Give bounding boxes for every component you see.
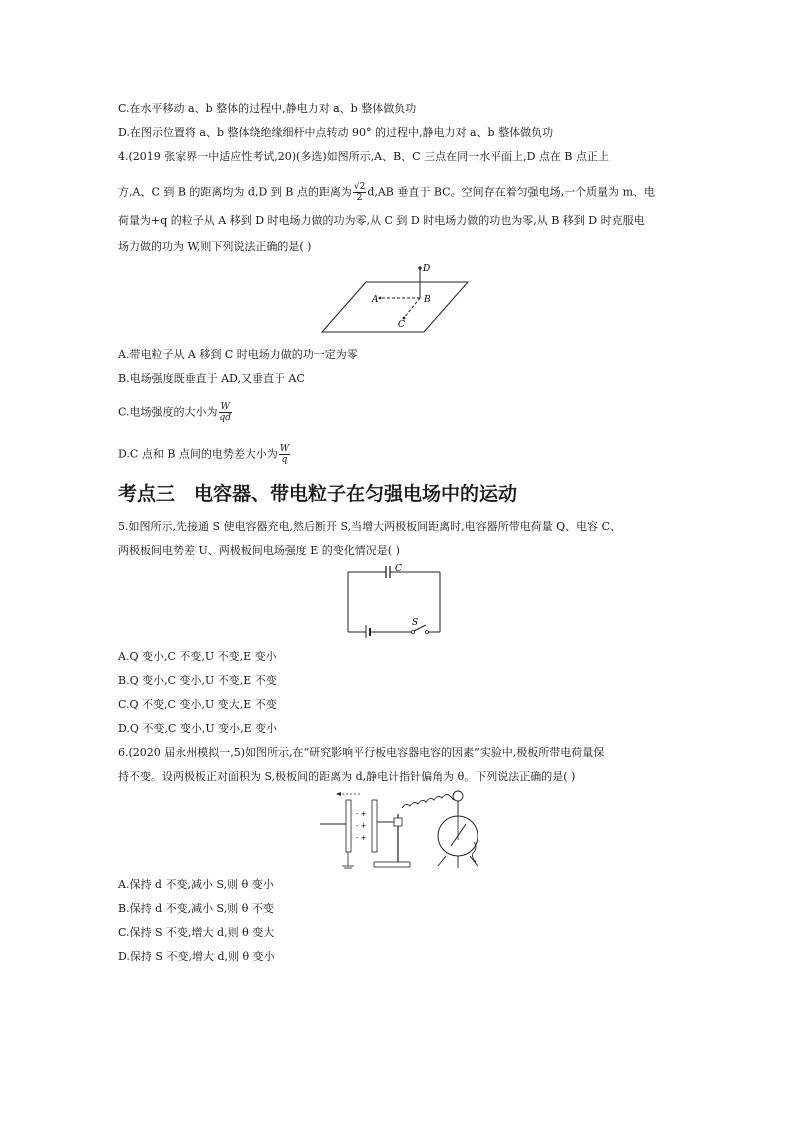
point-a <box>379 297 382 300</box>
horizontal-plane <box>322 282 468 332</box>
q4-stem-line2 <box>118 182 655 203</box>
svg-text:- +: - + <box>356 834 367 842</box>
section-heading: 考点三 电容器、带电粒子在匀强电场中的运动 <box>118 483 518 505</box>
point-c <box>403 317 406 320</box>
q5-option-d: D.Q 不变,C 变小,U 变小,E 变小 <box>118 722 278 735</box>
segment-bc-dashed <box>404 298 420 318</box>
q6-option-b: B.保持 d 不变,减小 S,则 θ 不变 <box>118 902 274 915</box>
electrometer-knob <box>453 791 463 801</box>
label-c: C <box>398 320 405 330</box>
w-over-qd-fraction <box>219 402 233 423</box>
label-capacitor: C <box>395 564 402 574</box>
q4-option-c <box>118 402 233 423</box>
q4-stem-line2-post: d,AB 垂直于 BC。空间存在着匀强电场,一个质量为 m、电 <box>367 185 656 199</box>
q6-option-d: D.保持 S 不变,增大 d,则 θ 变小 <box>118 950 275 963</box>
connecting-wire <box>402 794 454 808</box>
q5-option-c: C.Q 不变,C 变小,U 变大,E 不变 <box>118 698 277 711</box>
left-plate <box>346 800 351 852</box>
label-switch: S <box>412 618 419 628</box>
q4-stem-line4: 场力做的功为 W,则下列说法正确的是( ) <box>118 240 312 253</box>
fraction-numerator: W <box>219 402 233 413</box>
q6-stem-line2: 持不变。设两极板正对面积为 S,极板间的距离为 d,静电计指针偏角为 θ。下列说法正确的是( ) <box>118 770 576 783</box>
q4-option-d-text: D.C 点和 B 点间的电势差大小为 <box>118 447 278 461</box>
q5-option-a: A.Q 变小,C 不变,U 不变,E 变小 <box>118 650 277 663</box>
svg-text:- +: - + <box>356 822 367 830</box>
q4-stem-line3: 荷量为+q 的粒子从 A 移到 D 时电场力做的功为零,从 C 到 D 时电场力做的功也为零,从 B 移到 D 时克服电 <box>118 214 645 227</box>
q4-figure-plane <box>318 258 473 336</box>
fraction-denominator: qd <box>219 413 232 423</box>
fraction-numerator: √2 <box>353 182 366 192</box>
fraction-denominator: 2 <box>356 193 363 203</box>
q5-stem-line1: 5.如图所示,先接通 S 使电容器充电,然后断开 S,当增大两极板间距离时,电容器所带电荷量 Q、电容 C、 <box>118 520 622 533</box>
fraction-numerator: W <box>279 444 290 454</box>
fraction-denominator: q <box>281 455 288 465</box>
q3-option-d: D.在图示位置将 a、b 整体绕绝缘细杆中点转动 90° 的过程中,静电力对 a、b 整体做负功 <box>118 126 554 139</box>
q6-option-a: A.保持 d 不变,减小 S,则 θ 变小 <box>118 878 274 891</box>
q4-option-c-text: C.电场强度的大小为 <box>118 405 218 419</box>
q5-option-b: B.Q 变小,C 变小,U 不变,E 不变 <box>118 674 277 687</box>
point-d <box>418 266 421 269</box>
label-d: D <box>423 264 431 274</box>
w-over-q-fraction <box>279 444 290 465</box>
q3-option-c: C.在水平移动 a、b 整体的过程中,静电力对 a、b 整体做负功 <box>118 102 417 115</box>
right-plate <box>372 800 377 852</box>
q4-option-b: B.电场强度既垂直于 AD,又垂直于 AC <box>118 372 305 385</box>
svg-text:- +: - + <box>356 810 367 818</box>
q6-figure-electrometer-apparatus <box>318 786 478 872</box>
label-b: B <box>424 295 431 305</box>
q4-stem-line1: 4.(2019 张家界一中适应性考试,20)(多选)如图所示,A、B、C 三点在同一水平面上,D 点在 B 点正上 <box>118 150 609 163</box>
q5-figure-circuit <box>340 562 446 638</box>
q4-stem-line2-pre: 方,A、C 到 B 的距离均为 d,D 到 B 点的距离为 <box>118 185 352 199</box>
stand-base <box>374 862 410 867</box>
sqrt2-over-2-fraction <box>353 182 366 203</box>
q6-stem-line1: 6.(2020 届永州模拟一,5)如图所示,在“研究影响平行板电容器电容的因素”实验中,极板所带电荷量保 <box>118 746 605 759</box>
q4-option-d <box>118 444 291 465</box>
label-a: A <box>372 295 379 305</box>
q4-option-a: A.带电粒子从 A 移到 C 时电场力做的功一定为零 <box>118 348 358 361</box>
q5-stem-line2: 两极板间电势差 U、两极板间电场强度 E 的变化情况是( ) <box>118 544 400 557</box>
q6-option-c: C.保持 S 不变,增大 d,则 θ 变大 <box>118 926 275 939</box>
